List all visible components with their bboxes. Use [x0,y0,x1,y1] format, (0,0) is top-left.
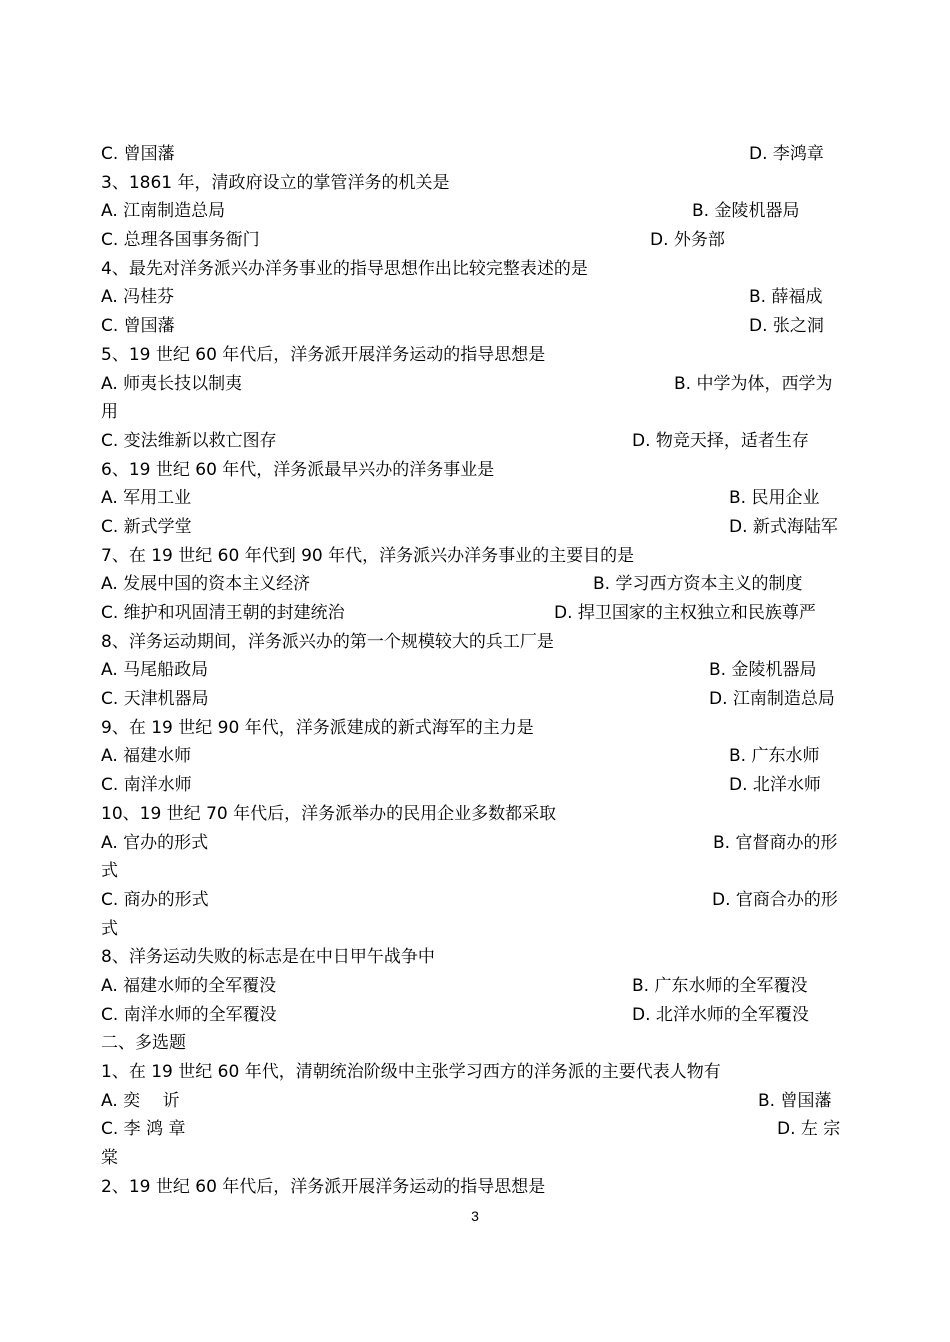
option-right: D. 左 宗 [777,1119,841,1140]
option-right: D. 捍卫国家的主权独立和民族尊严 [554,603,816,623]
line-text: 7、在 19 世纪 60 年代到 90 年代，洋务派兴办洋务事业的主要目的是 [101,545,635,566]
option-right: D. 物竞天择，适者生存 [632,430,809,451]
option-left: C. 南洋水师的全军覆没 [101,1004,277,1025]
text-line [101,599,851,628]
text-line [101,742,851,771]
option-right: D. 江南制造总局 [709,689,835,710]
option-left: A. 冯桂芬 [101,287,175,308]
option-left: C. 曾国藩 [101,316,175,337]
text-line [101,542,851,571]
text-line [101,398,851,427]
option-left: A. 奕 䜣 [101,1090,180,1111]
text-line [101,226,851,255]
option-right: D. 官商合办的形 [712,889,838,910]
option-right: D. 新式海陆军 [729,516,838,537]
line-text: 10、19 世纪 70 年代后，洋务派举办的民用企业多数都采取 [101,803,557,824]
option-right: B. 官督商办的形 [713,832,838,853]
option-right: B. 曾国藩 [758,1090,832,1111]
text-line [101,886,851,915]
text-line [101,570,851,599]
option-left: A. 师夷长技以制夷 [101,373,243,394]
option-left: C. 维护和巩固清王朝的封建统治 [101,603,345,623]
text-line [101,857,851,886]
text-line [101,771,851,800]
option-right: B. 广东水师的全军覆没 [632,975,808,996]
option-left: A. 发展中国的资本主义经济 [101,574,311,595]
text-line [101,341,851,370]
text-line [101,283,851,312]
text-line [101,1115,851,1144]
option-right: D. 北洋水师 [729,775,821,796]
question-list [101,140,851,1201]
option-right: D. 张之洞 [749,316,824,337]
line-text: 8、洋务运动期间，洋务派兴办的第一个规模较大的兵工厂是 [101,631,554,652]
line-text: 5、19 世纪 60 年代后，洋务派开展洋务运动的指导思想是 [101,344,546,365]
option-left: A. 福建水师的全军覆没 [101,975,277,996]
text-line [101,943,851,972]
line-text: 二、多选题 [101,1033,186,1054]
option-left: A. 江南制造总局 [101,201,226,222]
page-number: 3 [471,1208,479,1224]
option-right: D. 李鸿章 [749,144,824,164]
option-right: B. 金陵机器局 [692,201,800,222]
line-text: 8、洋务运动失败的标志是在中日甲午战争中 [101,947,435,968]
text-line [101,1173,851,1202]
line-text: 9、在 19 世纪 90 年代，洋务派建成的新式海军的主力是 [101,717,534,738]
option-right: B. 薛福成 [749,287,823,308]
line-text: 棠 [101,1148,118,1169]
option-left: A. 官办的形式 [101,832,209,853]
line-text: 6、19 世纪 60 年代，洋务派最早兴办的洋务事业是 [101,459,495,480]
text-line [101,1087,851,1116]
text-line [101,1144,851,1173]
text-line [101,484,851,513]
text-line [101,370,851,399]
option-left: C. 总理各国事务衙门 [101,230,260,251]
text-line [101,915,851,944]
text-line [101,197,851,226]
line-text: 3、1861 年，清政府设立的掌管洋务的机关是 [101,172,450,193]
text-line [101,1001,851,1030]
text-line [101,714,851,743]
line-text: 用 [101,402,118,423]
text-line [101,456,851,485]
text-line [101,513,851,542]
option-left: C. 新式学堂 [101,516,192,537]
text-line [101,169,851,198]
option-right: B. 金陵机器局 [709,660,817,681]
option-right: D. 外务部 [650,230,725,251]
line-text: 式 [101,918,118,939]
text-line [101,255,851,284]
text-line [101,427,851,456]
text-line [101,829,851,858]
line-text: 式 [101,861,118,882]
option-left: A. 军用工业 [101,488,192,509]
option-left: A. 马尾船政局 [101,660,209,681]
text-line [101,656,851,685]
line-text: 4、最先对洋务派兴办洋务事业的指导思想作出比较完整表述的是 [101,258,588,279]
text-line [101,800,851,829]
option-left: C. 李 鸿 章 [101,1119,186,1140]
option-left: C. 南洋水师 [101,775,192,796]
text-line [101,140,851,169]
text-line [101,685,851,714]
line-text: 2、19 世纪 60 年代后，洋务派开展洋务运动的指导思想是 [101,1176,546,1197]
option-right: B. 广东水师 [729,746,820,767]
option-left: C. 曾国藩 [101,144,175,164]
text-line [101,628,851,657]
option-left: A. 福建水师 [101,746,192,767]
text-line [101,1029,851,1058]
option-right: B. 民用企业 [729,488,820,509]
text-line [101,972,851,1001]
text-line [101,1058,851,1087]
option-right: B. 中学为体，西学为 [674,373,833,394]
option-left: C. 变法维新以救亡图存 [101,430,277,451]
line-text: 1、在 19 世纪 60 年代，清朝统治阶级中主张学习西方的洋务派的主要代表人物有 [101,1062,721,1082]
text-line [101,312,851,341]
option-right: B. 学习西方资本主义的制度 [593,574,803,595]
option-left: C. 商办的形式 [101,889,209,910]
option-left: C. 天津机器局 [101,689,209,710]
option-right: D. 北洋水师的全军覆没 [632,1004,809,1025]
